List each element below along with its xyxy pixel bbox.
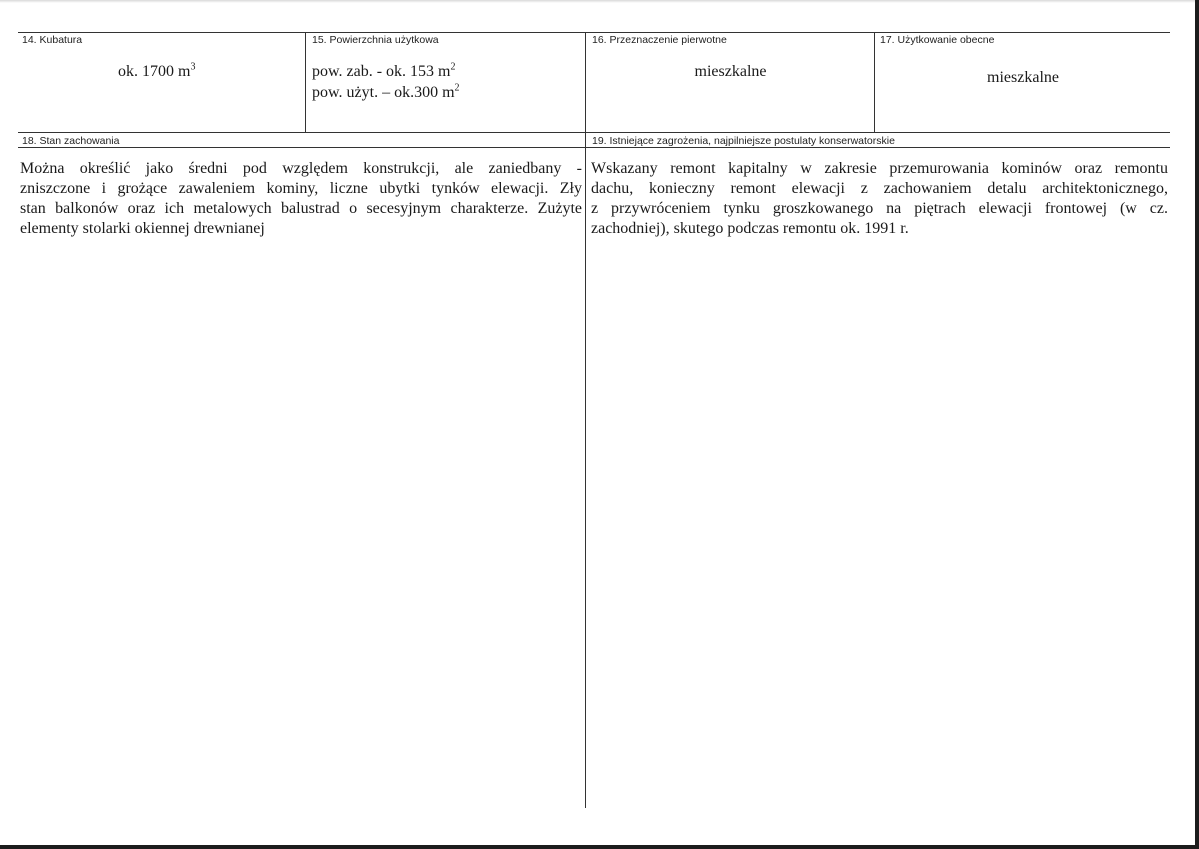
field-18-line-2: zniszczone i grożące zawaleniem kominy, liczne ubytki tynków elewacji. Zły bbox=[20, 180, 582, 197]
field-17-label: 17. Użytkowanie obecne bbox=[880, 34, 995, 46]
field-17-value: mieszkalne bbox=[987, 69, 1059, 86]
field-18-text bbox=[20, 159, 582, 239]
field-15-label: 15. Powierzchnia użytkowa bbox=[312, 34, 439, 46]
divider-14-15 bbox=[305, 32, 306, 133]
scan-edge-right bbox=[1195, 0, 1199, 849]
field-15-line-2-text: pow. użyt. – ok.300 m bbox=[312, 84, 455, 101]
field-14-value-text: ok. 1700 m bbox=[118, 63, 191, 80]
field-18-line-1: Można określić jako średni pod względem konstrukcji, ale zaniedbany - bbox=[20, 160, 582, 177]
field-15-line-2 bbox=[312, 84, 460, 102]
field-14-value-exponent: 3 bbox=[190, 61, 196, 73]
field-18-line-3: stan balkonów oraz ich metalowych balustrad o secesyjnym charakterze. Zużyte bbox=[20, 200, 582, 217]
field-14-value bbox=[118, 63, 195, 81]
scan-edge-bottom bbox=[0, 845, 1199, 849]
divider-15-16 bbox=[585, 32, 586, 133]
field-15-line-1-text: pow. zab. - ok. 153 m bbox=[312, 63, 451, 80]
field-19-line-1: Wskazany remont kapitalny w zakresie przemurowania kominów oraz remontu bbox=[591, 160, 1168, 177]
field-15-line-1 bbox=[312, 63, 456, 81]
divider-18-19 bbox=[585, 132, 586, 808]
field-15-line-1-exponent: 2 bbox=[450, 61, 456, 73]
top-row-bottom-border bbox=[18, 132, 1170, 133]
top-row-top-border bbox=[18, 32, 1170, 33]
field-19-line-3: z przywróceniem tynku groszkowanego na piętrach elewacji frontowej (w cz. bbox=[591, 200, 1168, 217]
field-16-value: mieszkalne bbox=[694, 63, 767, 80]
field-18-line-4: elementy stolarki okiennej drewnianej bbox=[20, 220, 265, 237]
field-19-line-4: zachodniej), skutego podczas remontu ok. 1991 r. bbox=[591, 220, 909, 237]
field-19-line-2: dachu, konieczny remont elewacji z zachowaniem detalu architektonicznego, bbox=[591, 180, 1168, 197]
field-16-label: 16. Przeznaczenie pierwotne bbox=[592, 34, 727, 46]
field-18-label: 18. Stan zachowania bbox=[22, 135, 120, 147]
field-14-label: 14. Kubatura bbox=[22, 34, 83, 46]
field-19-label: 19. Istniejące zagrożenia, najpilniejsze postulaty konserwatorskie bbox=[592, 135, 895, 147]
field-15-line-2-exponent: 2 bbox=[454, 82, 460, 94]
second-row-top-border bbox=[18, 147, 1170, 148]
field-19-text bbox=[591, 159, 1168, 239]
scan-edge-top bbox=[0, 0, 1199, 3]
divider-16-17 bbox=[874, 32, 875, 133]
